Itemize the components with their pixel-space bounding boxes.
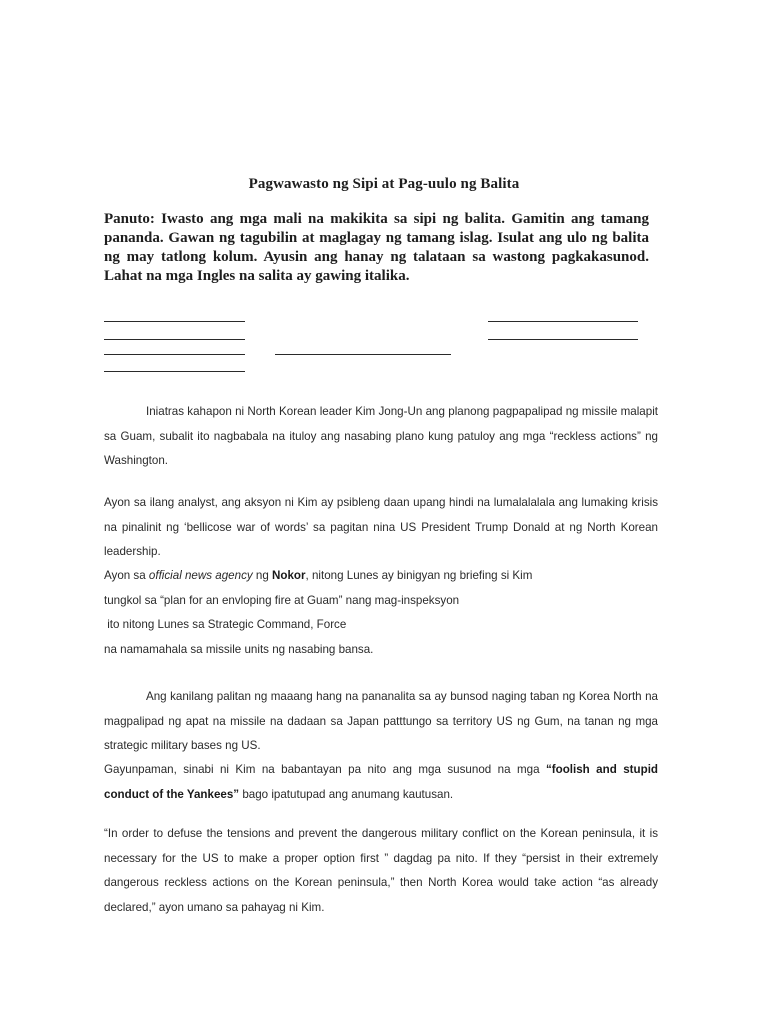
- italic-text: official news agency: [148, 569, 253, 582]
- news-paragraph-3: [104, 564, 658, 662]
- paragraph-text: Ayon sa ilang analyst, ang aksyon ni Kim ay psibleng daan upang hindi na lumalalalala ang lumaking krisis na pinalinit ng ‘bellicose war of words’ sa pagitan nina US President Trump Donald at ng North Korean leadership.: [104, 496, 658, 558]
- paragraph-text: [104, 758, 658, 807]
- blank-line: [104, 354, 245, 355]
- text-run: ng: [252, 569, 273, 582]
- instructions-text: Panuto: Iwasto ang mga mali na makikita sa sipi ng balita. Gamitin ang tamang pananda. Gawan ng tagubilin at maglagay ng tamang islag. Isulat ang ulo ng balita ng may tatlong kolum. Ayusin ang hanay ng talataan sa wastong pagkakasunod. Lahat na mga Ingles na salita ay gawing italika.: [104, 211, 649, 284]
- paragraph-text: “In order to defuse the tensions and prevent the dangerous military conflict on the Korean peninsula, it is necessary for the US to make a proper option first ” dagdag pa nito. If they “persist in their extremely dangerous reckless actions on the Korean peninsula,” then North Korea would take action “as already declared,” ayon umano sa pahayag ni Kim.: [104, 827, 658, 914]
- text-run: Ayon sa: [104, 569, 149, 582]
- paragraph-line: [104, 564, 658, 589]
- news-paragraph-5: [104, 758, 658, 807]
- blank-line: [104, 339, 245, 340]
- text-run: bago ipatutupad ang anumang kautusan.: [239, 787, 454, 801]
- document-title: Pagwawasto ng Sipi at Pag-uulo ng Balita: [248, 176, 520, 192]
- blank-line: [275, 354, 451, 355]
- paragraph-line: na namamahala sa missile units ng nasabing bansa.: [104, 642, 374, 656]
- paragraph-text: Iniatras kahapon ni North Korean leader Kim Jong-Un ang planong pagpapalipad ng missile malapit sa Guam, subalit ito nagbabala na ituloy ang nasabing plano kung patuloy ang mga “reckless actions” ng Washington.: [104, 405, 658, 467]
- news-paragraph-2: [104, 491, 658, 565]
- news-paragraph-6: [104, 822, 658, 920]
- news-paragraph-4: [104, 685, 658, 759]
- bold-quote: “foolish and stupid conduct of the Yankees”: [104, 763, 658, 801]
- paragraph-line: tungkol sa “plan for an envloping fire at Guam” nang mag-inspeksyon: [104, 593, 460, 607]
- bold-text: Nokor: [272, 569, 306, 582]
- text-run: , nitong Lunes ay binigyan ng briefing si Kim: [305, 569, 533, 582]
- news-paragraph-1: [104, 400, 658, 474]
- blank-line: [488, 339, 638, 340]
- text-run: Gayunpaman, sinabi ni Kim na babantayan pa nito ang mga susunod na mga: [104, 763, 546, 776]
- paragraph-line: ito nitong Lunes sa Strategic Command, Force: [104, 618, 347, 631]
- paragraph-text: Ang kanilang palitan ng maaang hang na pananalita sa ay bunsod naging taban ng Korea North na magpalipad ng apat na missile na dadaan sa Japan patttungo sa territory US ng Gum, na tanan ng mga strategic military bases ng US.: [104, 690, 658, 752]
- blank-line: [104, 321, 245, 322]
- blank-line: [488, 321, 638, 322]
- blank-line: [104, 371, 245, 372]
